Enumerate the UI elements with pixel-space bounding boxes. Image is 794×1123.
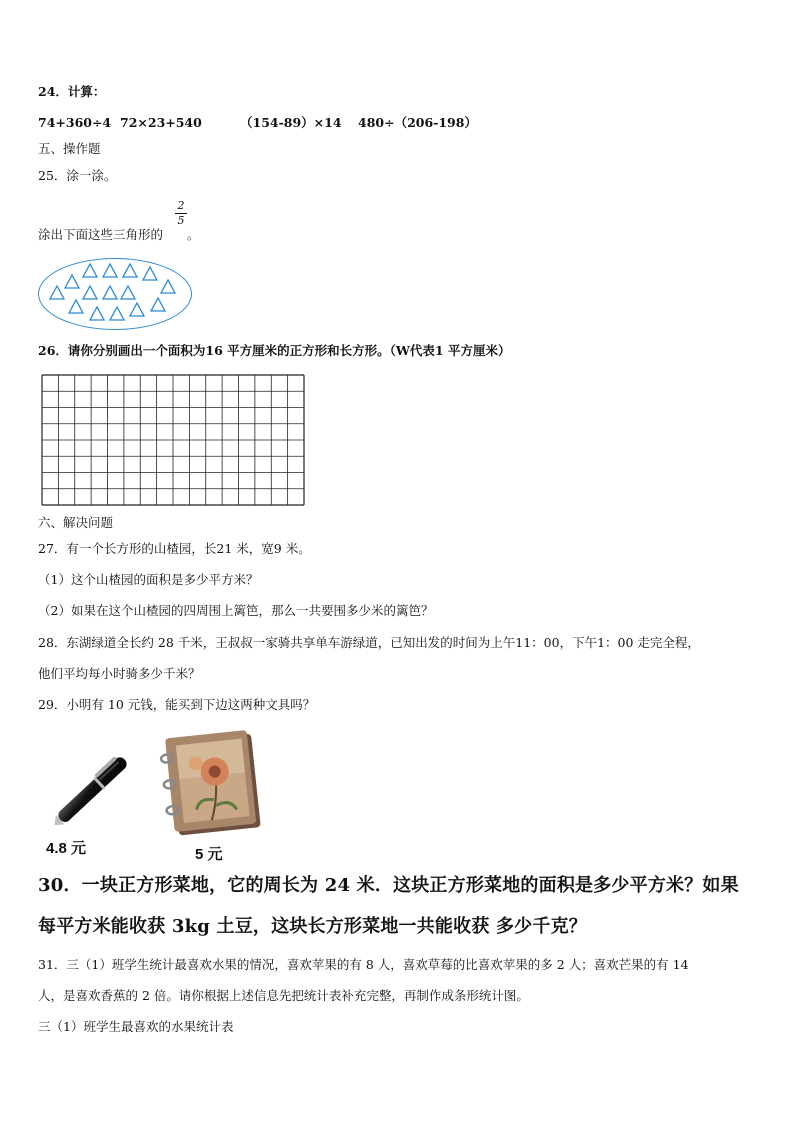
q30-line-1: 30．一块正方形菜地，它的周长为 24 米．这块正方形菜地的面积是多少平方米？如果	[38, 875, 739, 896]
triangle-shape[interactable]	[110, 307, 124, 320]
fraction-numerator: 2	[177, 199, 185, 212]
triangle-shape[interactable]	[50, 286, 64, 299]
triangle-shape[interactable]	[103, 286, 117, 299]
q27-title: 27．有一个长方形的山楂园，长21 米，宽9 米。	[38, 541, 311, 556]
q28-line-2: 他们平均每小时骑多少千米？	[38, 666, 201, 681]
section-6-heading: 六、解决问题	[38, 515, 114, 530]
notebook-price: 5 元	[195, 846, 223, 863]
section-5-heading: 五、操作题	[38, 141, 101, 156]
pen-price: 4.8 元	[46, 840, 87, 857]
q24-expr-3: （154-89）×14	[240, 115, 342, 130]
triangle-shape[interactable]	[161, 280, 175, 293]
triangle-shape[interactable]	[83, 264, 97, 277]
q27-sub-1: （1）这个山楂园的面积是多少平方米？	[38, 572, 259, 587]
pen-image	[40, 738, 150, 838]
triangle-shape[interactable]	[65, 275, 79, 288]
q25-title: 25．涂一涂。	[38, 168, 117, 183]
q30-line-2: 每平方米能收获 3kg 土豆，这块长方形菜地一共能收获 多少千克？	[38, 916, 587, 937]
triangle-shape[interactable]	[69, 300, 83, 313]
q31-table-title: 三（1）班学生最喜欢的水果统计表	[38, 1019, 234, 1034]
triangle-shape[interactable]	[90, 307, 104, 320]
q31-line-1: 31．三（1）班学生统计最喜欢水果的情况，喜欢苹果的有 8 人，喜欢草莓的比喜欢苹果的多 2 人；喜欢芒果的有 14	[38, 957, 689, 972]
q24-expr-1: 74+360÷4	[38, 115, 112, 130]
triangle-shape[interactable]	[151, 298, 165, 311]
q24-expr-4: 480÷（206-198）	[358, 115, 477, 130]
triangle-shape[interactable]	[143, 267, 157, 280]
q29-title: 29．小明有 10 元钱，能买到下边这两种文具吗？	[38, 697, 316, 712]
triangle-shape[interactable]	[121, 286, 135, 299]
q28-line-1: 28．东湖绿道全长约 28 千米，王叔叔一家骑共享单车游绿道，已知出发的时间为上午11：00，下午1：00 走完全程，	[38, 635, 700, 650]
q26-title: 26．请你分别画出一个面积为16 平方厘米的正方形和长方形。（W代表1 平方厘米）	[38, 343, 511, 358]
triangle-shape[interactable]	[103, 264, 117, 277]
triangle-shape[interactable]	[83, 286, 97, 299]
triangle-shape[interactable]	[123, 264, 137, 277]
triangle-set	[0, 0, 794, 400]
triangle-shape[interactable]	[130, 303, 144, 316]
q24-expr-2: 72×23+540	[120, 115, 202, 130]
notebook-image	[158, 728, 264, 840]
q27-sub-2: （2）如果在这个山楂园的四周围上篱笆，那么一共要围多少米的篱笆？	[38, 603, 434, 618]
square-grid[interactable]	[41, 374, 305, 506]
fraction-denominator: 5	[177, 214, 185, 227]
q25-text-before: 涂出下面这些三角形的	[38, 227, 164, 242]
q25-text-after: 。	[187, 227, 200, 242]
q31-line-2: 人，是喜欢香蕉的 2 倍。请你根据上述信息先把统计表补充完整，再制作成条形统计图。	[38, 988, 529, 1003]
q24-title: 24．计算：	[38, 84, 106, 99]
